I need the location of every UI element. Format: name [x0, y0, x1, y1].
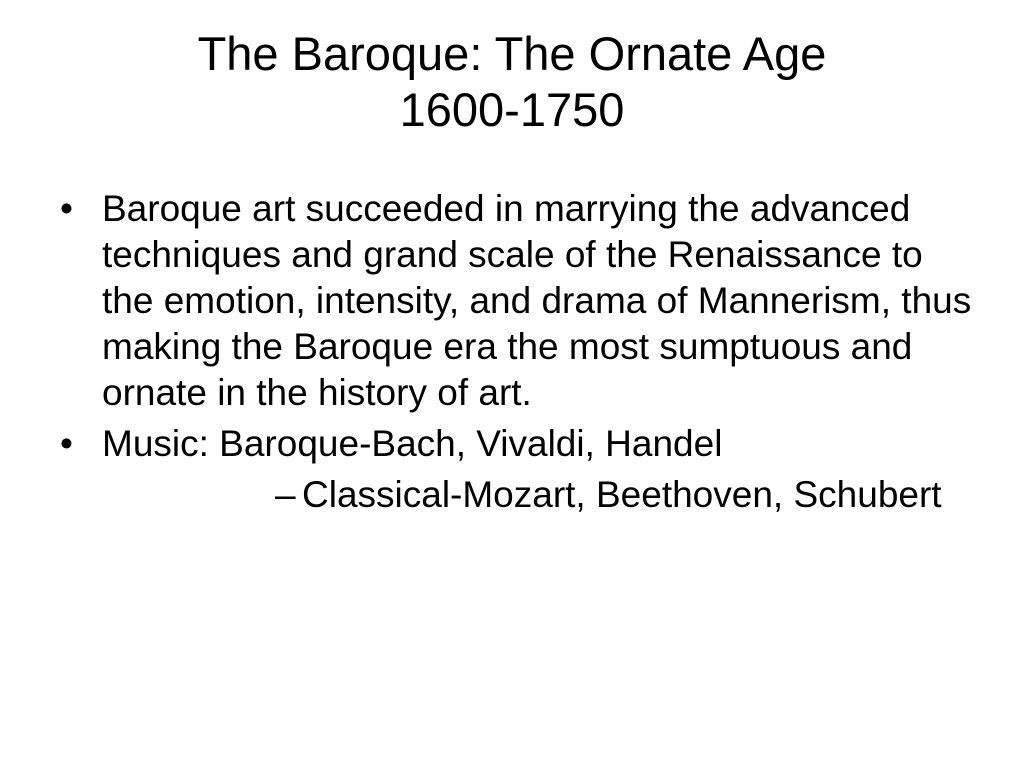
title-line-1: The Baroque: The Ornate Age — [197, 27, 827, 80]
bullet-text: Music: Baroque-Bach, Vivaldi, Handel — [102, 423, 723, 464]
bullet-marker: • — [60, 188, 73, 229]
sub-bullet-item — [275, 472, 952, 518]
title-line-2: 1600-1750 — [399, 83, 625, 136]
bullet-marker: • — [60, 423, 73, 464]
slide-title — [0, 26, 1024, 138]
bullet-item — [60, 186, 980, 416]
bullet-text: Baroque art succeeded in marrying the advanced techniques and grand scale of the Renaissance to the emotion, intensity, and drama of Mannerism, thus making the Baroque era the most sumptuous and ornate in the history of art. — [102, 188, 972, 413]
sub-bullet-marker: – — [275, 474, 296, 515]
sub-bullet-text: Classical-Mozart, Beethoven, Schubert — [302, 474, 942, 515]
slide-body — [60, 186, 980, 518]
bullet-item — [60, 421, 980, 467]
